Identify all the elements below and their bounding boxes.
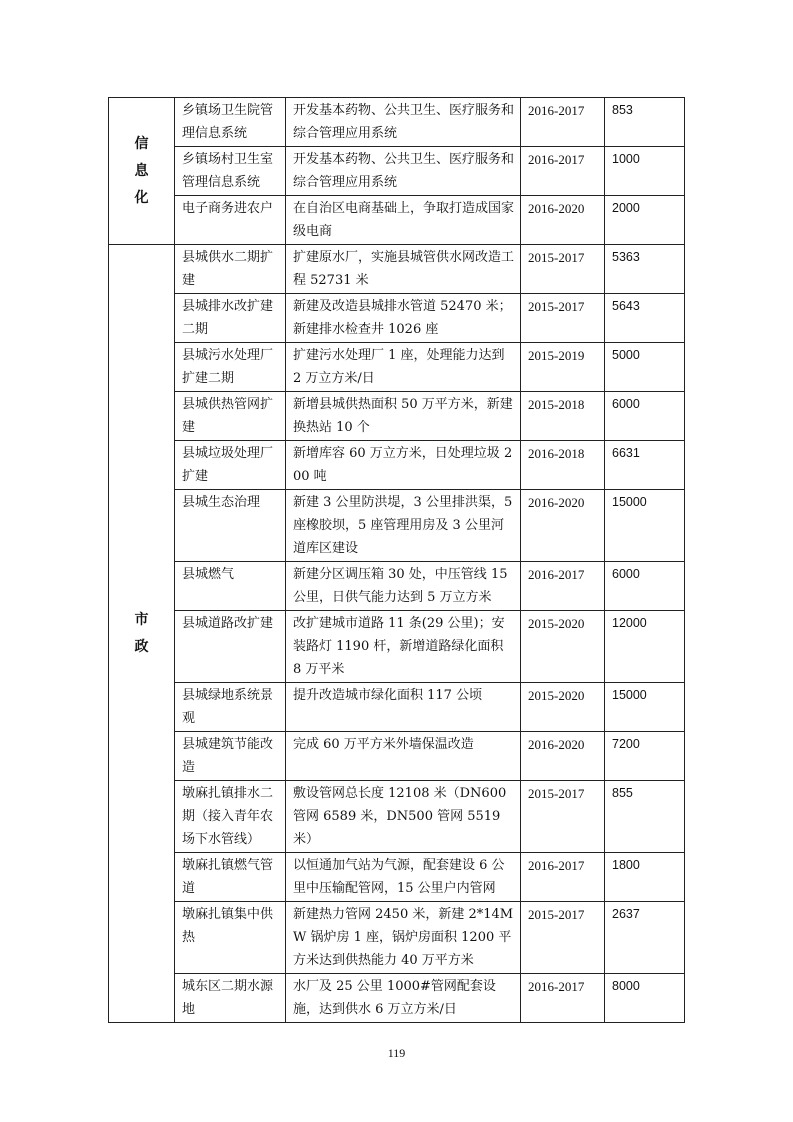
project-name-cell: 墩麻扎镇燃气管道: [175, 853, 286, 902]
project-investment-cell: 6631: [605, 441, 685, 490]
project-period-cell: 2016-2018: [521, 441, 605, 490]
project-investment-cell: 15000: [605, 683, 685, 732]
table-row: [109, 196, 685, 245]
project-name-cell: 县城排水改扩建二期: [175, 294, 286, 343]
category-label: 信息化: [134, 135, 149, 206]
table-row: [109, 974, 685, 1023]
project-content-cell: 新建热力管网 2450 米，新建 2*14MW 锅炉房 1 座，锅炉房面积 1200 平方米达到供热能力 40 万平方米: [286, 902, 521, 974]
table-row: [109, 98, 685, 147]
category-label: 市政: [134, 611, 149, 655]
project-content-cell: 敷设管网总长度 12108 米（DN600 管网 6589 米，DN500 管网 5519 米）: [286, 781, 521, 853]
project-content-cell: 在自治区电商基础上，争取打造成国家级电商: [286, 196, 521, 245]
project-investment-cell: 5643: [605, 294, 685, 343]
table-row: [109, 781, 685, 853]
project-content-cell: 新建及改造县城排水管道 52470 米；新建排水检查井 1026 座: [286, 294, 521, 343]
project-period-cell: 2015-2017: [521, 781, 605, 853]
project-name-cell: 县城供水二期扩建: [175, 245, 286, 294]
project-period-cell: 2015-2020: [521, 683, 605, 732]
project-content-cell: 新增库容 60 万立方米，日处理垃圾 200 吨: [286, 441, 521, 490]
project-content-cell: 改扩建城市道路 11 条(29 公里)；安装路灯 1190 杆，新增道路绿化面积 8 万平米: [286, 611, 521, 683]
project-investment-cell: 7200: [605, 732, 685, 781]
table-row: [109, 147, 685, 196]
table-row: [109, 343, 685, 392]
project-name-cell: 县城污水处理厂扩建二期: [175, 343, 286, 392]
project-period-cell: 2016-2017: [521, 853, 605, 902]
project-content-cell: 开发基本药物、公共卫生、医疗服务和综合管理应用系统: [286, 147, 521, 196]
project-period-cell: 2016-2017: [521, 147, 605, 196]
project-period-cell: 2016-2020: [521, 732, 605, 781]
project-name-cell: 电子商务进农户: [175, 196, 286, 245]
project-period-cell: 2016-2020: [521, 490, 605, 562]
project-content-cell: 以恒通加气站为气源，配套建设 6 公里中压输配管网，15 公里户内管网: [286, 853, 521, 902]
project-period-cell: 2015-2017: [521, 245, 605, 294]
table-row: [109, 853, 685, 902]
project-content-cell: 新建分区调压箱 30 处，中压管线 15 公里，日供气能力达到 5 万立方米: [286, 562, 521, 611]
table-row: [109, 611, 685, 683]
project-investment-cell: 12000: [605, 611, 685, 683]
project-content-cell: 新增县城供热面积 50 万平方米，新建换热站 10 个: [286, 392, 521, 441]
project-name-cell: 县城垃圾处理厂扩建: [175, 441, 286, 490]
table-row: [109, 441, 685, 490]
project-period-cell: 2016-2017: [521, 98, 605, 147]
table-row: [109, 683, 685, 732]
table-row: [109, 245, 685, 294]
project-name-cell: 墩麻扎镇排水二期（接入青年农场下水管线）: [175, 781, 286, 853]
table-row: [109, 392, 685, 441]
project-investment-cell: 6000: [605, 562, 685, 611]
project-content-cell: 扩建原水厂，实施县城管供水网改造工程 52731 米: [286, 245, 521, 294]
project-name-cell: 县城绿地系统景观: [175, 683, 286, 732]
table-row: [109, 902, 685, 974]
project-investment-cell: 855: [605, 781, 685, 853]
project-investment-cell: 2637: [605, 902, 685, 974]
project-investment-cell: 2000: [605, 196, 685, 245]
project-name-cell: 城东区二期水源地: [175, 974, 286, 1023]
project-period-cell: 2015-2020: [521, 611, 605, 683]
project-name-cell: 县城道路改扩建: [175, 611, 286, 683]
project-investment-cell: 6000: [605, 392, 685, 441]
table-body: [109, 98, 685, 1023]
project-content-cell: 水厂及 25 公里 1000#管网配套设施，达到供水 6 万立方米/日: [286, 974, 521, 1023]
project-content-cell: 开发基本药物、公共卫生、医疗服务和综合管理应用系统: [286, 98, 521, 147]
table-row: [109, 732, 685, 781]
project-period-cell: 2016-2017: [521, 974, 605, 1023]
category-cell: [109, 245, 175, 1023]
project-table: [108, 97, 685, 1023]
table-row: [109, 562, 685, 611]
project-content-cell: 新建 3 公里防洪堤，3 公里排洪渠，5 座橡胶坝，5 座管理用房及 3 公里河道库区建设: [286, 490, 521, 562]
table-row: [109, 294, 685, 343]
project-investment-cell: 8000: [605, 974, 685, 1023]
project-content-cell: 扩建污水处理厂 1 座，处理能力达到 2 万立方米/日: [286, 343, 521, 392]
project-name-cell: 乡镇场卫生院管理信息系统: [175, 98, 286, 147]
project-period-cell: 2015-2018: [521, 392, 605, 441]
project-investment-cell: 15000: [605, 490, 685, 562]
project-investment-cell: 1800: [605, 853, 685, 902]
table-row: [109, 490, 685, 562]
project-period-cell: 2016-2020: [521, 196, 605, 245]
project-period-cell: 2015-2017: [521, 902, 605, 974]
project-name-cell: 县城建筑节能改造: [175, 732, 286, 781]
project-investment-cell: 1000: [605, 147, 685, 196]
project-investment-cell: 5000: [605, 343, 685, 392]
project-name-cell: 乡镇场村卫生室管理信息系统: [175, 147, 286, 196]
category-cell: [109, 98, 175, 245]
page-number: 119: [387, 1046, 406, 1060]
project-investment-cell: 5363: [605, 245, 685, 294]
project-period-cell: 2015-2017: [521, 294, 605, 343]
project-content-cell: 提升改造城市绿化面积 117 公顷: [286, 683, 521, 732]
project-period-cell: 2016-2017: [521, 562, 605, 611]
project-name-cell: 县城供热管网扩建: [175, 392, 286, 441]
project-name-cell: 县城燃气: [175, 562, 286, 611]
project-period-cell: 2015-2019: [521, 343, 605, 392]
project-content-cell: 完成 60 万平方米外墙保温改造: [286, 732, 521, 781]
project-investment-cell: 853: [605, 98, 685, 147]
project-name-cell: 墩麻扎镇集中供热: [175, 902, 286, 974]
project-name-cell: 县城生态治理: [175, 490, 286, 562]
